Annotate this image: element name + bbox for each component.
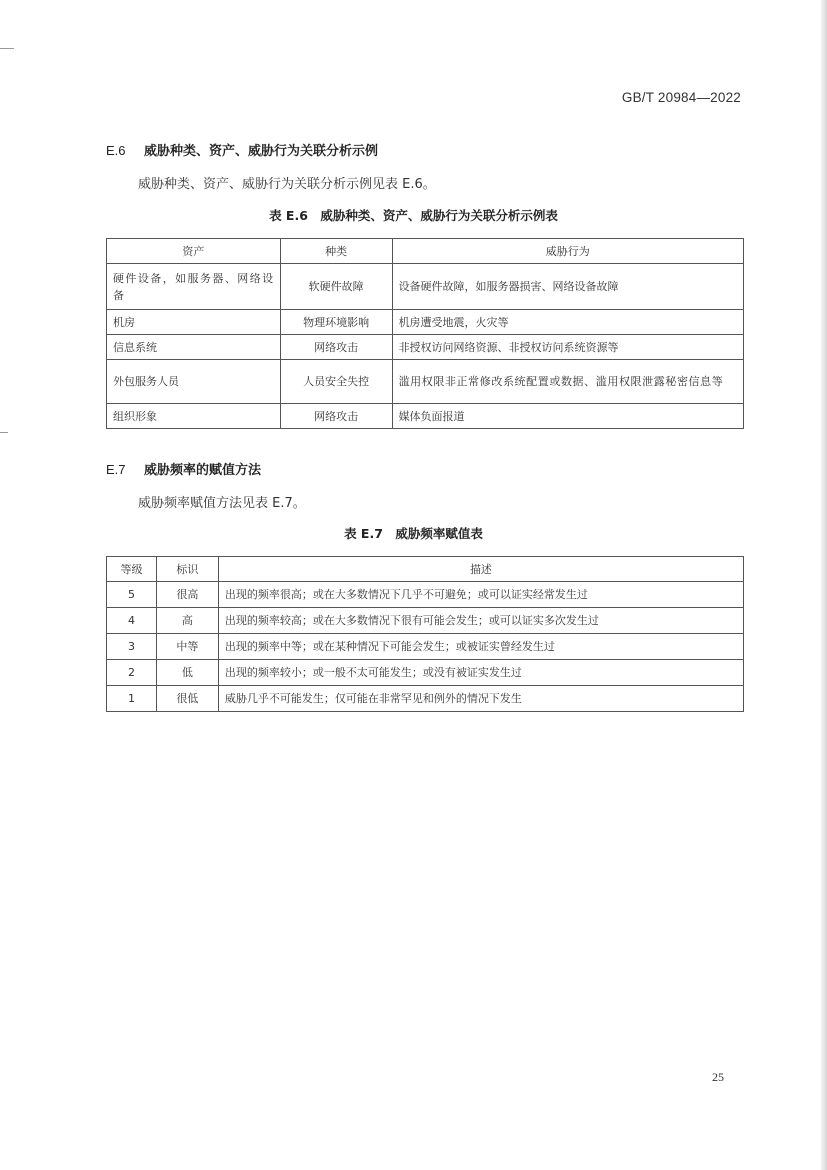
table-header-row <box>107 557 744 582</box>
table-row <box>107 686 744 712</box>
page-number: 25 <box>712 1070 724 1084</box>
section-number: E.7 <box>106 462 126 477</box>
table-e7 <box>106 556 744 712</box>
column-header: 种类 <box>280 239 392 264</box>
margin-mark <box>0 432 8 433</box>
table-cell: 外包服务人员 <box>107 360 281 404</box>
table-cell: 人员安全失控 <box>280 360 392 404</box>
table-cell: 5 <box>107 582 157 608</box>
table-cell: 低 <box>156 660 218 686</box>
table-e6 <box>106 238 744 429</box>
table-row <box>107 360 744 404</box>
table-row <box>107 660 744 686</box>
table-cell: 很高 <box>156 582 218 608</box>
table-cell: 中等 <box>156 634 218 660</box>
table-cell: 出现的频率中等；或在某种情况下可能会发生；或被证实曾经发生过 <box>218 634 743 660</box>
column-header: 标识 <box>156 557 218 582</box>
table-row <box>107 404 744 429</box>
table-cell: 机房 <box>107 310 281 335</box>
table-cell: 软硬件故障 <box>280 264 392 310</box>
table-cell: 滥用权限非正常修改系统配置或数据、滥用权限泄露秘密信息等 <box>392 360 743 404</box>
table-e7-caption: 表 E.7 威胁频率赋值表 <box>344 526 483 541</box>
column-header: 描述 <box>218 557 743 582</box>
table-row <box>107 264 744 310</box>
table-cell: 出现的频率很高；或在大多数情况下几乎不可避免；或可以证实经常发生过 <box>218 582 743 608</box>
table-row <box>107 608 744 634</box>
table-cell: 网络攻击 <box>280 404 392 429</box>
table-cell: 1 <box>107 686 157 712</box>
table-cell: 很低 <box>156 686 218 712</box>
column-header: 资产 <box>107 239 281 264</box>
column-header: 等级 <box>107 557 157 582</box>
section-number: E.6 <box>106 143 126 158</box>
table-row <box>107 634 744 660</box>
table-cell: 非授权访问网络资源、非授权访问系统资源等 <box>392 335 743 360</box>
section-e7-heading <box>106 459 261 478</box>
section-e6-heading <box>106 140 378 159</box>
table-cell: 出现的频率较高；或在大多数情况下很有可能会发生；或可以证实多次发生过 <box>218 608 743 634</box>
table-row <box>107 335 744 360</box>
table-cell: 信息系统 <box>107 335 281 360</box>
table-cell: 物理环境影响 <box>280 310 392 335</box>
table-e6-caption: 表 E.6 威胁种类、资产、威胁行为关联分析示例表 <box>269 208 558 223</box>
table-header-row <box>107 239 744 264</box>
table-cell: 高 <box>156 608 218 634</box>
table-cell: 出现的频率较小；或一般不太可能发生；或没有被证实发生过 <box>218 660 743 686</box>
section-title: 威胁频率的赋值方法 <box>144 463 262 478</box>
table-cell: 威胁几乎不可能发生；仅可能在非常罕见和例外的情况下发生 <box>218 686 743 712</box>
table-row <box>107 310 744 335</box>
table-cell: 2 <box>107 660 157 686</box>
section-e7-paragraph: 威胁频率赋值方法见表 E.7。 <box>138 496 306 511</box>
table-cell: 3 <box>107 634 157 660</box>
section-e6-paragraph: 威胁种类、资产、威胁行为关联分析示例见表 E.6。 <box>138 177 436 192</box>
table-cell: 4 <box>107 608 157 634</box>
table-cell: 硬件设备，如服务器、网络设备 <box>107 264 281 310</box>
margin-mark <box>0 48 14 49</box>
standard-number: GB/T 20984—2022 <box>621 90 741 105</box>
table-cell: 机房遭受地震，火灾等 <box>392 310 743 335</box>
column-header: 威胁行为 <box>392 239 743 264</box>
scan-edge <box>821 0 827 1170</box>
table-cell: 组织形象 <box>107 404 281 429</box>
table-cell: 媒体负面报道 <box>392 404 743 429</box>
table-cell: 网络攻击 <box>280 335 392 360</box>
section-title: 威胁种类、资产、威胁行为关联分析示例 <box>144 144 379 159</box>
table-row <box>107 582 744 608</box>
table-cell: 设备硬件故障，如服务器损害、网络设备故障 <box>392 264 743 310</box>
